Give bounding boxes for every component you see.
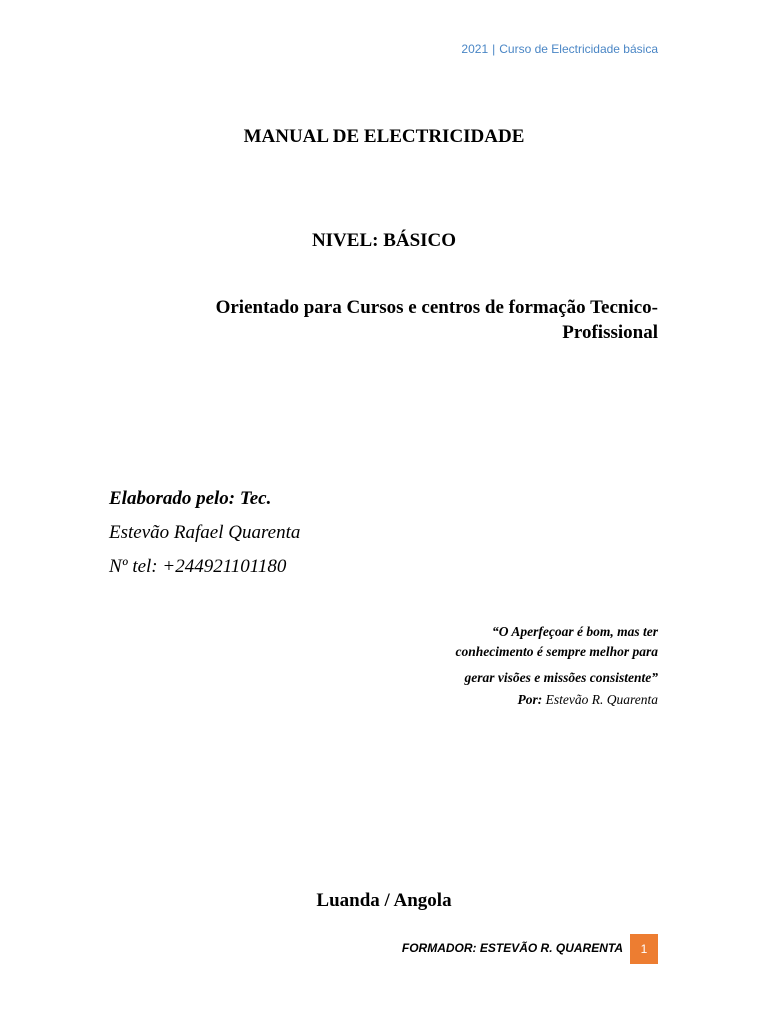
document-subtitle [150,295,658,345]
author-name: Estevão Rafael Quarenta [109,522,301,543]
page-header [461,42,658,56]
header-course: Curso de Electricidade básica [499,42,658,56]
author-phone: Nº tel: +244921101180 [109,556,287,577]
page-number-badge: 1 [630,934,658,964]
quote-by-label: Por: [517,692,543,707]
author-label: Elaborado pelo: Tec. [109,488,272,509]
subtitle-line-1: Orientado para Cursos e centros de formação Tecnico- [215,297,658,318]
document-title: MANUAL DE ELECTRICIDADE [243,126,525,147]
quote-line-3: gerar visões e missões consistente” [464,670,658,685]
footer-trainer: FORMADOR: ESTEVÃO R. QUARENTA [401,941,623,955]
subtitle-line-2: Profissional [562,322,658,343]
quote-block [456,624,659,708]
header-separator: | [492,42,496,56]
author-block [109,488,300,590]
document-level: NIVEL: BÁSICO [311,230,457,251]
quote-attribution [456,692,659,708]
document-city: Luanda / Angola [316,890,452,911]
header-year: 2021 [461,42,489,56]
quote-line-1: “O Aperfeçoar é bom, mas ter [492,624,658,639]
quote-line-2: conhecimento é sempre melhor para [455,644,658,659]
quote-by-name: Estevão R. Quarenta [545,692,658,707]
